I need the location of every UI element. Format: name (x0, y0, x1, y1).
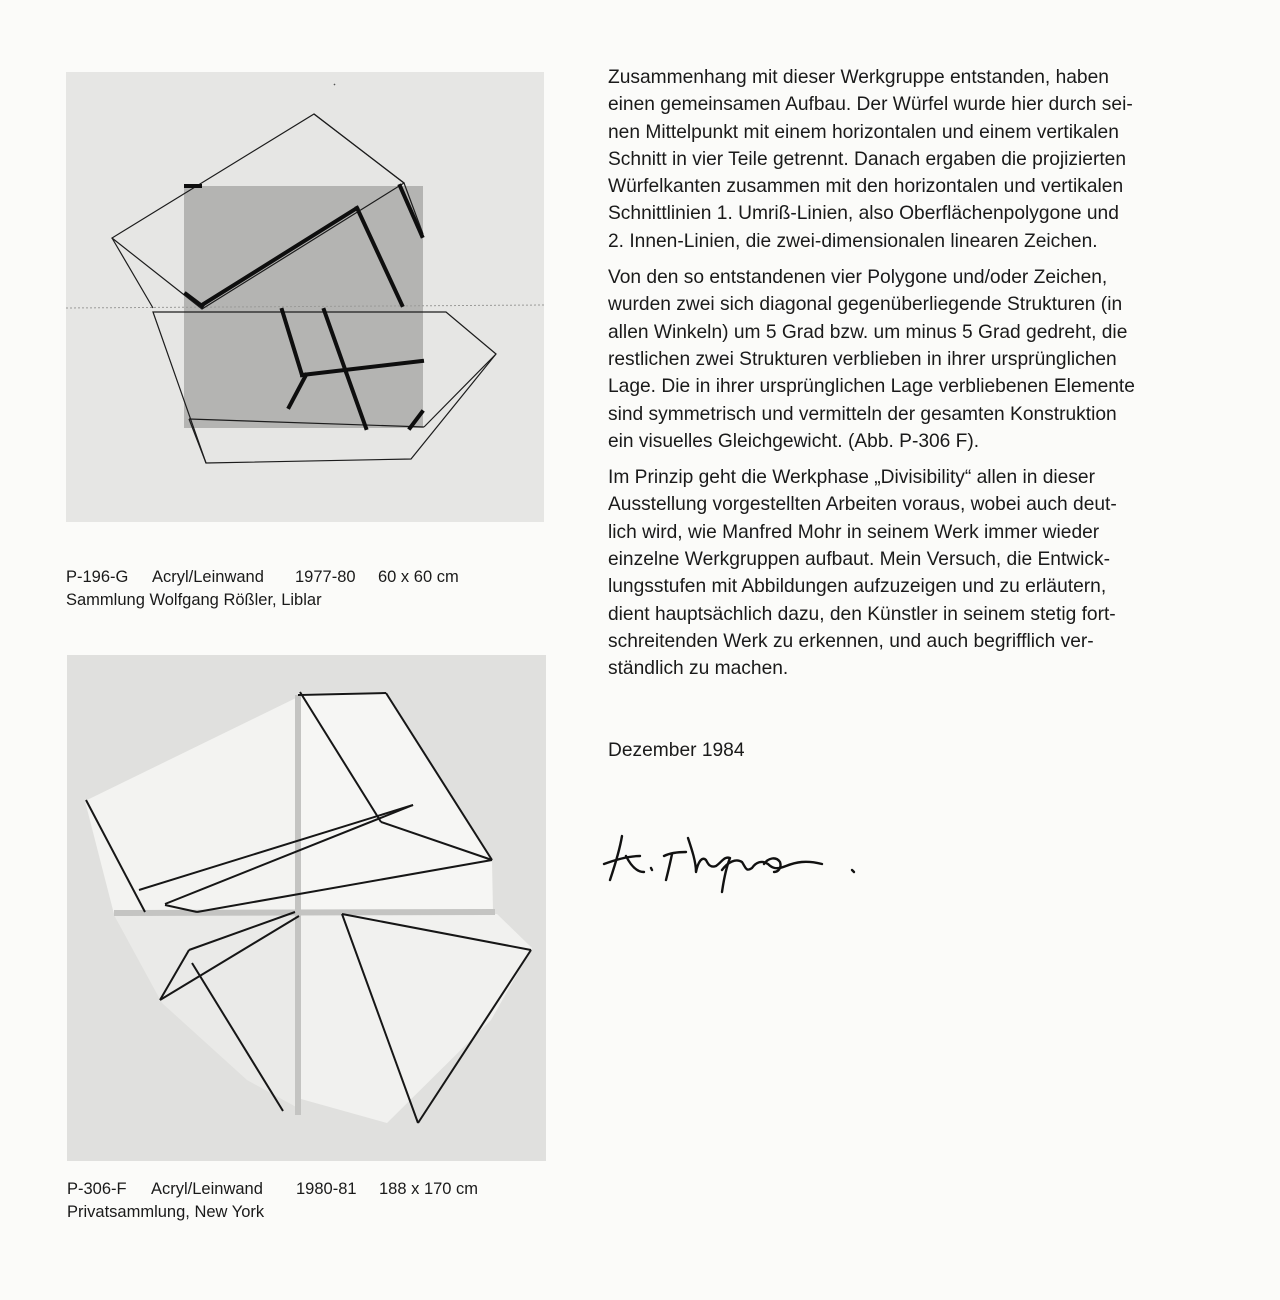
text-line: restlichen zwei Strukturen verblieben in ihrer ursprünglichen (608, 348, 1117, 370)
cube-division-drawing (66, 72, 544, 522)
text-line: nen Mittelpunkt mit einem horizontalen und einem vertikalen (608, 121, 1119, 143)
text-line: dient hauptsächlich dazu, den Künstler in seinem stetig fort- (608, 603, 1116, 625)
text-line: Schnitt in vier Teile getrennt. Danach ergaben die projizierten (608, 148, 1127, 170)
artwork-size: 60 x 60 cm (378, 568, 459, 586)
text-line: einen gemeinsamen Aufbau. Der Würfel wurde hier durch sei- (608, 94, 1133, 116)
artwork-caption-p-306-f (67, 1178, 478, 1224)
essay-date: Dezember 1984 (608, 740, 745, 761)
text-line: schreitenden Werk zu erkennen, und auch begrifflich ver- (608, 630, 1094, 652)
artwork-years: 1977-80 (295, 568, 356, 586)
shaped-canvas-photo (67, 655, 546, 1161)
artwork-medium: Acryl/Leinwand (151, 1180, 263, 1198)
text-line: Würfelkanten zusammen mit den horizontalen und vertikalen (608, 176, 1124, 198)
text-line: Schnittlinien 1. Umriß-Linien, also Oberflächenpolygone und (608, 203, 1119, 225)
text-line: lich wird, wie Manfred Mohr in seinem Werk immer wieder (608, 521, 1100, 543)
text-line: Von den so entstandenen vier Polygone und/oder Zeichen, (608, 267, 1108, 289)
text-line: Ausstellung vorgestellten Arbeiten voraus, wobei auch deut- (608, 494, 1117, 516)
text-line: Im Prinzip geht die Werkphase „Divisibility“ allen in dieser (608, 467, 1095, 489)
essay-paragraph-1 (608, 64, 1208, 255)
text-line: allen Winkeln) um 5 Grad bzw. um minus 5 Grad gedreht, die (608, 321, 1128, 343)
artwork-years: 1980-81 (296, 1180, 357, 1198)
artwork-collection: Sammlung Wolfgang Rößler, Liblar (66, 591, 322, 609)
text-line: 2. Innen-Linien, die zwei-dimensionalen linearen Zeichen. (608, 230, 1098, 252)
artwork-id: P-306-F (67, 1180, 127, 1198)
text-line: Zusammenhang mit dieser Werkgruppe entstanden, haben (608, 67, 1109, 88)
text-line: sind symmetrisch und vermitteln der gesamten Konstruktion (608, 403, 1117, 425)
essay-text (608, 64, 1208, 692)
text-line: lungsstufen mit Abbildungen aufzuzeigen und zu erläutern, (608, 576, 1107, 598)
text-line: einzelne Werkgruppen aufbaut. Mein Versuch, die Entwick- (608, 549, 1110, 571)
text-line: Lage. Die in ihrer ursprünglichen Lage verbliebenen Elemente (608, 376, 1135, 398)
essay-paragraph-3 (608, 464, 1208, 682)
text-line: ständlich zu machen. (608, 658, 789, 680)
author-signature (596, 822, 886, 896)
essay-paragraph-2 (608, 264, 1208, 455)
artwork-size: 188 x 170 cm (379, 1180, 479, 1198)
artwork-id: P-196-G (66, 568, 129, 586)
artwork-collection: Privatsammlung, New York (67, 1203, 265, 1221)
artwork-caption-p-196-g (66, 566, 459, 612)
artwork-image-p-196-g (66, 72, 544, 522)
artwork-medium: Acryl/Leinwand (152, 568, 264, 586)
text-line: ein visuelles Gleichgewicht. (Abb. P-306 F). (608, 430, 980, 452)
text-line: wurden zwei sich diagonal gegenüberliegende Strukturen (in (608, 294, 1123, 316)
artwork-image-p-306-f (67, 655, 546, 1161)
